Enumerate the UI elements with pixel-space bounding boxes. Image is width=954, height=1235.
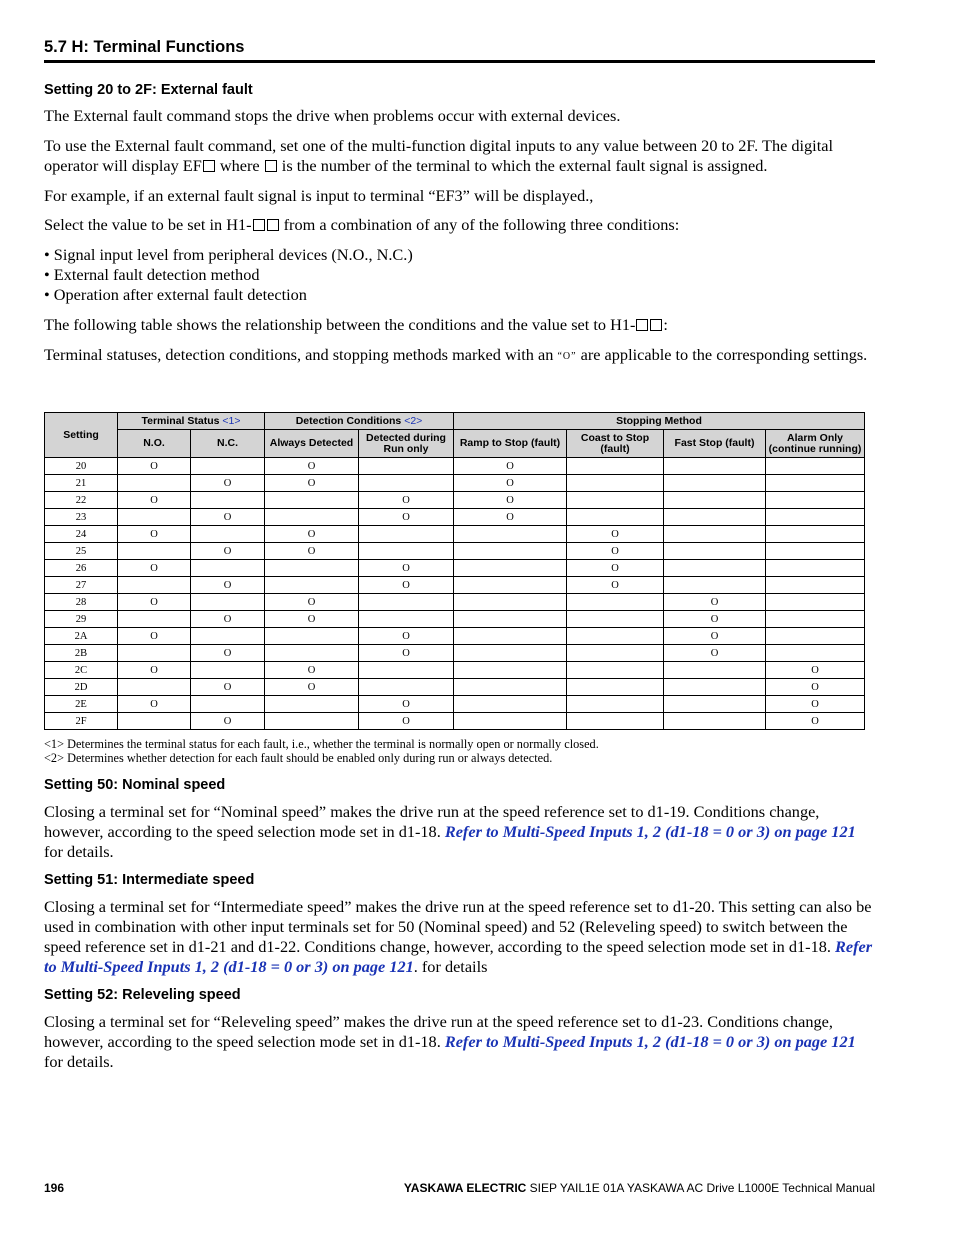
- table-cell: O: [359, 713, 454, 730]
- setting-value-cell: 28: [45, 594, 118, 611]
- table-cell: [359, 475, 454, 492]
- table-cell: O: [359, 577, 454, 594]
- table-cell: [567, 492, 664, 509]
- table-cell: [567, 611, 664, 628]
- table-cell: [191, 662, 265, 679]
- table-row: [45, 696, 865, 713]
- table-cell: O: [766, 696, 865, 713]
- table-cell: [664, 458, 766, 475]
- setting-value-cell: 2A: [45, 628, 118, 645]
- setting-value-cell: 25: [45, 543, 118, 560]
- setting-value-cell: 20: [45, 458, 118, 475]
- table-cell: O: [191, 645, 265, 662]
- header-stopping-method: Stopping Method: [454, 413, 865, 430]
- table-cell: [265, 713, 359, 730]
- table-cell: [454, 696, 567, 713]
- table-cell: [664, 662, 766, 679]
- table-cell: [191, 458, 265, 475]
- table-cell: [766, 628, 865, 645]
- table-cell: [766, 492, 865, 509]
- table-cell: [664, 577, 766, 594]
- table-cell: [664, 492, 766, 509]
- table-cell: [567, 594, 664, 611]
- paragraph-usage: To use the External fault command, set one of the multi-function digital inputs to any value between 20 to 2F. The digital operator will display EF where is the number of the terminal to which the external fault signal is assigned.: [44, 136, 833, 175]
- table-cell: [265, 696, 359, 713]
- table-cell: [359, 679, 454, 696]
- header-terminal-status: Terminal Status <1>: [118, 413, 265, 430]
- table-cell: [664, 560, 766, 577]
- table-cell: [766, 543, 865, 560]
- table-cell: O: [265, 526, 359, 543]
- table-cell: O: [766, 713, 865, 730]
- table-cell: O: [191, 475, 265, 492]
- heading-intermediate-speed: Setting 51: Intermediate speed: [44, 872, 255, 888]
- table-cell: O: [191, 611, 265, 628]
- paragraph-table-intro: The following table shows the relationship between the conditions and the value set to H1- :: [44, 315, 668, 334]
- paragraph-intro: The External fault command stops the drive when problems occur with external devices.: [44, 106, 621, 125]
- table-cell: [118, 509, 191, 526]
- table-row: [45, 594, 865, 611]
- table-cell: O: [359, 696, 454, 713]
- table-cell: O: [118, 662, 191, 679]
- table-cell: [664, 713, 766, 730]
- placeholder-box-icon: [636, 319, 648, 331]
- subheader-always-detected: Always Detected: [265, 430, 359, 458]
- setting-value-cell: 24: [45, 526, 118, 543]
- table-cell: O: [265, 475, 359, 492]
- table-cell: [454, 662, 567, 679]
- placeholder-box-icon: [650, 319, 662, 331]
- table-row: [45, 458, 865, 475]
- subheader-no: N.O.: [118, 430, 191, 458]
- table-cell: [359, 543, 454, 560]
- condition-list: [44, 245, 875, 305]
- subheader-fast-stop: Fast Stop (fault): [664, 430, 766, 458]
- table-cell: [118, 645, 191, 662]
- table-cell: [191, 560, 265, 577]
- table-cell: [191, 492, 265, 509]
- table-cell: [567, 696, 664, 713]
- placeholder-box-icon: [203, 160, 215, 172]
- table-cell: [118, 679, 191, 696]
- table-cell: O: [118, 458, 191, 475]
- table-cell: [664, 696, 766, 713]
- link-multi-speed-inputs[interactable]: Refer to Multi-Speed Inputs 1, 2 (d1-18 = 0 or 3) on page 121: [444, 1032, 856, 1051]
- table-cell: [454, 526, 567, 543]
- table-row: [45, 645, 865, 662]
- table-cell: [664, 509, 766, 526]
- footnote-2: <2> Determines whether detection for each fault should be enabled only during run or always detected.: [44, 751, 553, 765]
- table-cell: [118, 713, 191, 730]
- table-cell: [118, 611, 191, 628]
- setting-value-cell: 23: [45, 509, 118, 526]
- table-cell: [766, 645, 865, 662]
- section-title: 5.7 H: Terminal Functions: [44, 38, 245, 56]
- table-cell: [567, 458, 664, 475]
- table-cell: O: [265, 458, 359, 475]
- setting-value-cell: 29: [45, 611, 118, 628]
- setting-value-cell: 2B: [45, 645, 118, 662]
- link-multi-speed-inputs[interactable]: Refer to Multi-Speed Inputs 1, 2 (d1-18 = 0 or 3) on page 121: [444, 822, 856, 841]
- table-row: [45, 509, 865, 526]
- setting-value-cell: 21: [45, 475, 118, 492]
- paragraph-intermediate-speed: Closing a terminal set for “Intermediate speed” makes the drive run at the speed reference set to d1-20. This setting can also be used in combination with other input terminals set for 50 (Nominal speed) and 52 (Releveling speed) to switch between the speed reference set in d1-21 and d1-22. Conditions change, however, according to the speed selection mode set in d1-18. Refer to Multi-Speed Inputs 1, 2 (d1-18 = 0 or 3) on page 121. for details: [44, 897, 873, 976]
- table-cell: [567, 662, 664, 679]
- table-cell: [454, 577, 567, 594]
- table-cell: O: [191, 679, 265, 696]
- table-cell: [766, 526, 865, 543]
- table-cell: [359, 526, 454, 543]
- table-cell: [265, 492, 359, 509]
- table-cell: O: [118, 526, 191, 543]
- paragraph-releveling-speed: Closing a terminal set for “Releveling speed” makes the drive run at the speed reference set to d1-23. Conditions change, however, according to the speed selection mode set in d1-18. Refer to Multi-Speed Inputs 1, 2 (d1-18 = 0 or 3) on page 121 for details.: [44, 1012, 856, 1071]
- table-cell: O: [359, 628, 454, 645]
- table-cell: O: [454, 458, 567, 475]
- table-cell: [567, 645, 664, 662]
- setting-value-cell: 22: [45, 492, 118, 509]
- table-cell: O: [359, 645, 454, 662]
- table-cell: [359, 611, 454, 628]
- table-cell: [118, 475, 191, 492]
- table-cell: O: [664, 645, 766, 662]
- table-cell: [265, 628, 359, 645]
- subheader-coast-to-stop: Coast to Stop (fault): [567, 430, 664, 458]
- subheader-alarm-only: Alarm Only (continue running): [766, 430, 865, 458]
- link-multi-speed-inputs[interactable]: Refer to Multi-Speed Inputs 1, 2 (d1-18 = 0 or 3) on page 121: [44, 937, 873, 976]
- table-cell: O: [118, 560, 191, 577]
- table-cell: O: [118, 696, 191, 713]
- table-cell: [454, 628, 567, 645]
- table-cell: O: [567, 560, 664, 577]
- table-cell: O: [191, 543, 265, 560]
- table-row: [45, 628, 865, 645]
- paragraph-select: Select the value to be set in H1- from a combination of any of the following three conditions:: [44, 215, 680, 234]
- table-cell: [454, 560, 567, 577]
- table-cell: O: [359, 492, 454, 509]
- table-cell: [191, 526, 265, 543]
- table-cell: [265, 560, 359, 577]
- setting-value-cell: 2E: [45, 696, 118, 713]
- table-cell: [454, 594, 567, 611]
- heading-releveling-speed: Setting 52: Releveling speed: [44, 987, 241, 1003]
- table-cell: [454, 645, 567, 662]
- table-cell: [664, 543, 766, 560]
- header-detection-conditions: Detection Conditions <2>: [265, 413, 454, 430]
- table-cell: O: [191, 509, 265, 526]
- table-cell: [766, 560, 865, 577]
- paragraph-marking: Terminal statuses, detection conditions, and stopping methods marked with an “O” are applicable to the corresponding settings.: [44, 345, 868, 364]
- table-cell: [191, 594, 265, 611]
- header-setting: Setting: [45, 413, 118, 458]
- subheader-detected-run-only: Detected during Run only: [359, 430, 454, 458]
- table-cell: [118, 543, 191, 560]
- setting-value-cell: 2D: [45, 679, 118, 696]
- table-cell: O: [567, 577, 664, 594]
- table-cell: O: [359, 509, 454, 526]
- table-row: [45, 543, 865, 560]
- table-cell: O: [766, 679, 865, 696]
- table-cell: O: [454, 475, 567, 492]
- table-cell: [567, 713, 664, 730]
- table-cell: O: [265, 611, 359, 628]
- table-cell: O: [664, 628, 766, 645]
- external-fault-table: [44, 412, 865, 730]
- table-cell: O: [359, 560, 454, 577]
- placeholder-box-icon: [253, 219, 265, 231]
- table-cell: O: [567, 526, 664, 543]
- setting-value-cell: 2F: [45, 713, 118, 730]
- table-cell: [454, 679, 567, 696]
- table-cell: [567, 628, 664, 645]
- placeholder-box-icon: [267, 219, 279, 231]
- table-cell: [454, 543, 567, 560]
- table-cell: [191, 628, 265, 645]
- table-cell: [359, 662, 454, 679]
- table-row: [45, 475, 865, 492]
- table-cell: O: [118, 492, 191, 509]
- table-cell: [567, 475, 664, 492]
- table-cell: O: [191, 713, 265, 730]
- table-cell: [766, 577, 865, 594]
- table-cell: [766, 475, 865, 492]
- table-cell: O: [191, 577, 265, 594]
- table-cell: [766, 594, 865, 611]
- header-rule: [44, 60, 875, 63]
- footnote-1: <1> Determines the terminal status for each fault, i.e., whether the terminal is normally open or normally closed.: [44, 737, 599, 751]
- table-cell: [664, 679, 766, 696]
- table-row: [45, 492, 865, 509]
- footnote-ref-2[interactable]: <2>: [404, 414, 423, 427]
- table-cell: [359, 594, 454, 611]
- placeholder-box-icon: [265, 160, 277, 172]
- table-cell: [766, 611, 865, 628]
- footnote-ref-1[interactable]: <1>: [222, 414, 241, 427]
- table-row: [45, 526, 865, 543]
- footer-document-title: YASKAWA ELECTRIC SIEP YAIL1E 01A YASKAWA AC Drive L1000E Technical Manual: [403, 1181, 875, 1195]
- table-cell: [191, 696, 265, 713]
- table-cell: [265, 509, 359, 526]
- heading-external-fault: Setting 20 to 2F: External fault: [44, 82, 253, 98]
- table-cell: O: [664, 594, 766, 611]
- setting-value-cell: 26: [45, 560, 118, 577]
- list-item: • External fault detection method: [44, 265, 260, 284]
- list-item: • Signal input level from peripheral devices (N.O., N.C.): [44, 245, 413, 264]
- setting-value-cell: 27: [45, 577, 118, 594]
- page-number: 196: [44, 1181, 65, 1195]
- table-row: [45, 662, 865, 679]
- paragraph-nominal-speed: Closing a terminal set for “Nominal speed” makes the drive run at the speed reference set to d1-19. Conditions change, however, according to the speed selection mode set in d1-18. Refer to Multi-Speed Inputs 1, 2 (d1-18 = 0 or 3) on page 121 for details.: [44, 802, 856, 861]
- table-cell: O: [454, 509, 567, 526]
- table-cell: O: [118, 594, 191, 611]
- table-row: [45, 577, 865, 594]
- table-row: [45, 560, 865, 577]
- table-cell: [118, 577, 191, 594]
- list-item: • Operation after external fault detection: [44, 285, 307, 304]
- table-cell: [567, 509, 664, 526]
- subheader-nc: N.C.: [191, 430, 265, 458]
- table-cell: [664, 526, 766, 543]
- subheader-ramp-to-stop: Ramp to Stop (fault): [454, 430, 567, 458]
- table-row: [45, 679, 865, 696]
- table-cell: O: [265, 662, 359, 679]
- table-cell: [359, 458, 454, 475]
- table-cell: O: [265, 679, 359, 696]
- table-cell: O: [567, 543, 664, 560]
- table-cell: O: [664, 611, 766, 628]
- table-cell: [265, 577, 359, 594]
- table-cell: [454, 611, 567, 628]
- table-cell: [265, 645, 359, 662]
- table-cell: [454, 713, 567, 730]
- table-row: [45, 713, 865, 730]
- table-cell: O: [766, 662, 865, 679]
- paragraph-example: For example, if an external fault signal is input to terminal “EF3” will be displayed.,: [44, 186, 594, 205]
- table-row: [45, 611, 865, 628]
- table-cell: O: [454, 492, 567, 509]
- table-cell: O: [265, 543, 359, 560]
- heading-nominal-speed: Setting 50: Nominal speed: [44, 777, 226, 793]
- table-cell: [766, 458, 865, 475]
- setting-value-cell: 2C: [45, 662, 118, 679]
- table-cell: [766, 509, 865, 526]
- table-cell: O: [118, 628, 191, 645]
- table-cell: O: [265, 594, 359, 611]
- table-cell: [567, 679, 664, 696]
- table-cell: [664, 475, 766, 492]
